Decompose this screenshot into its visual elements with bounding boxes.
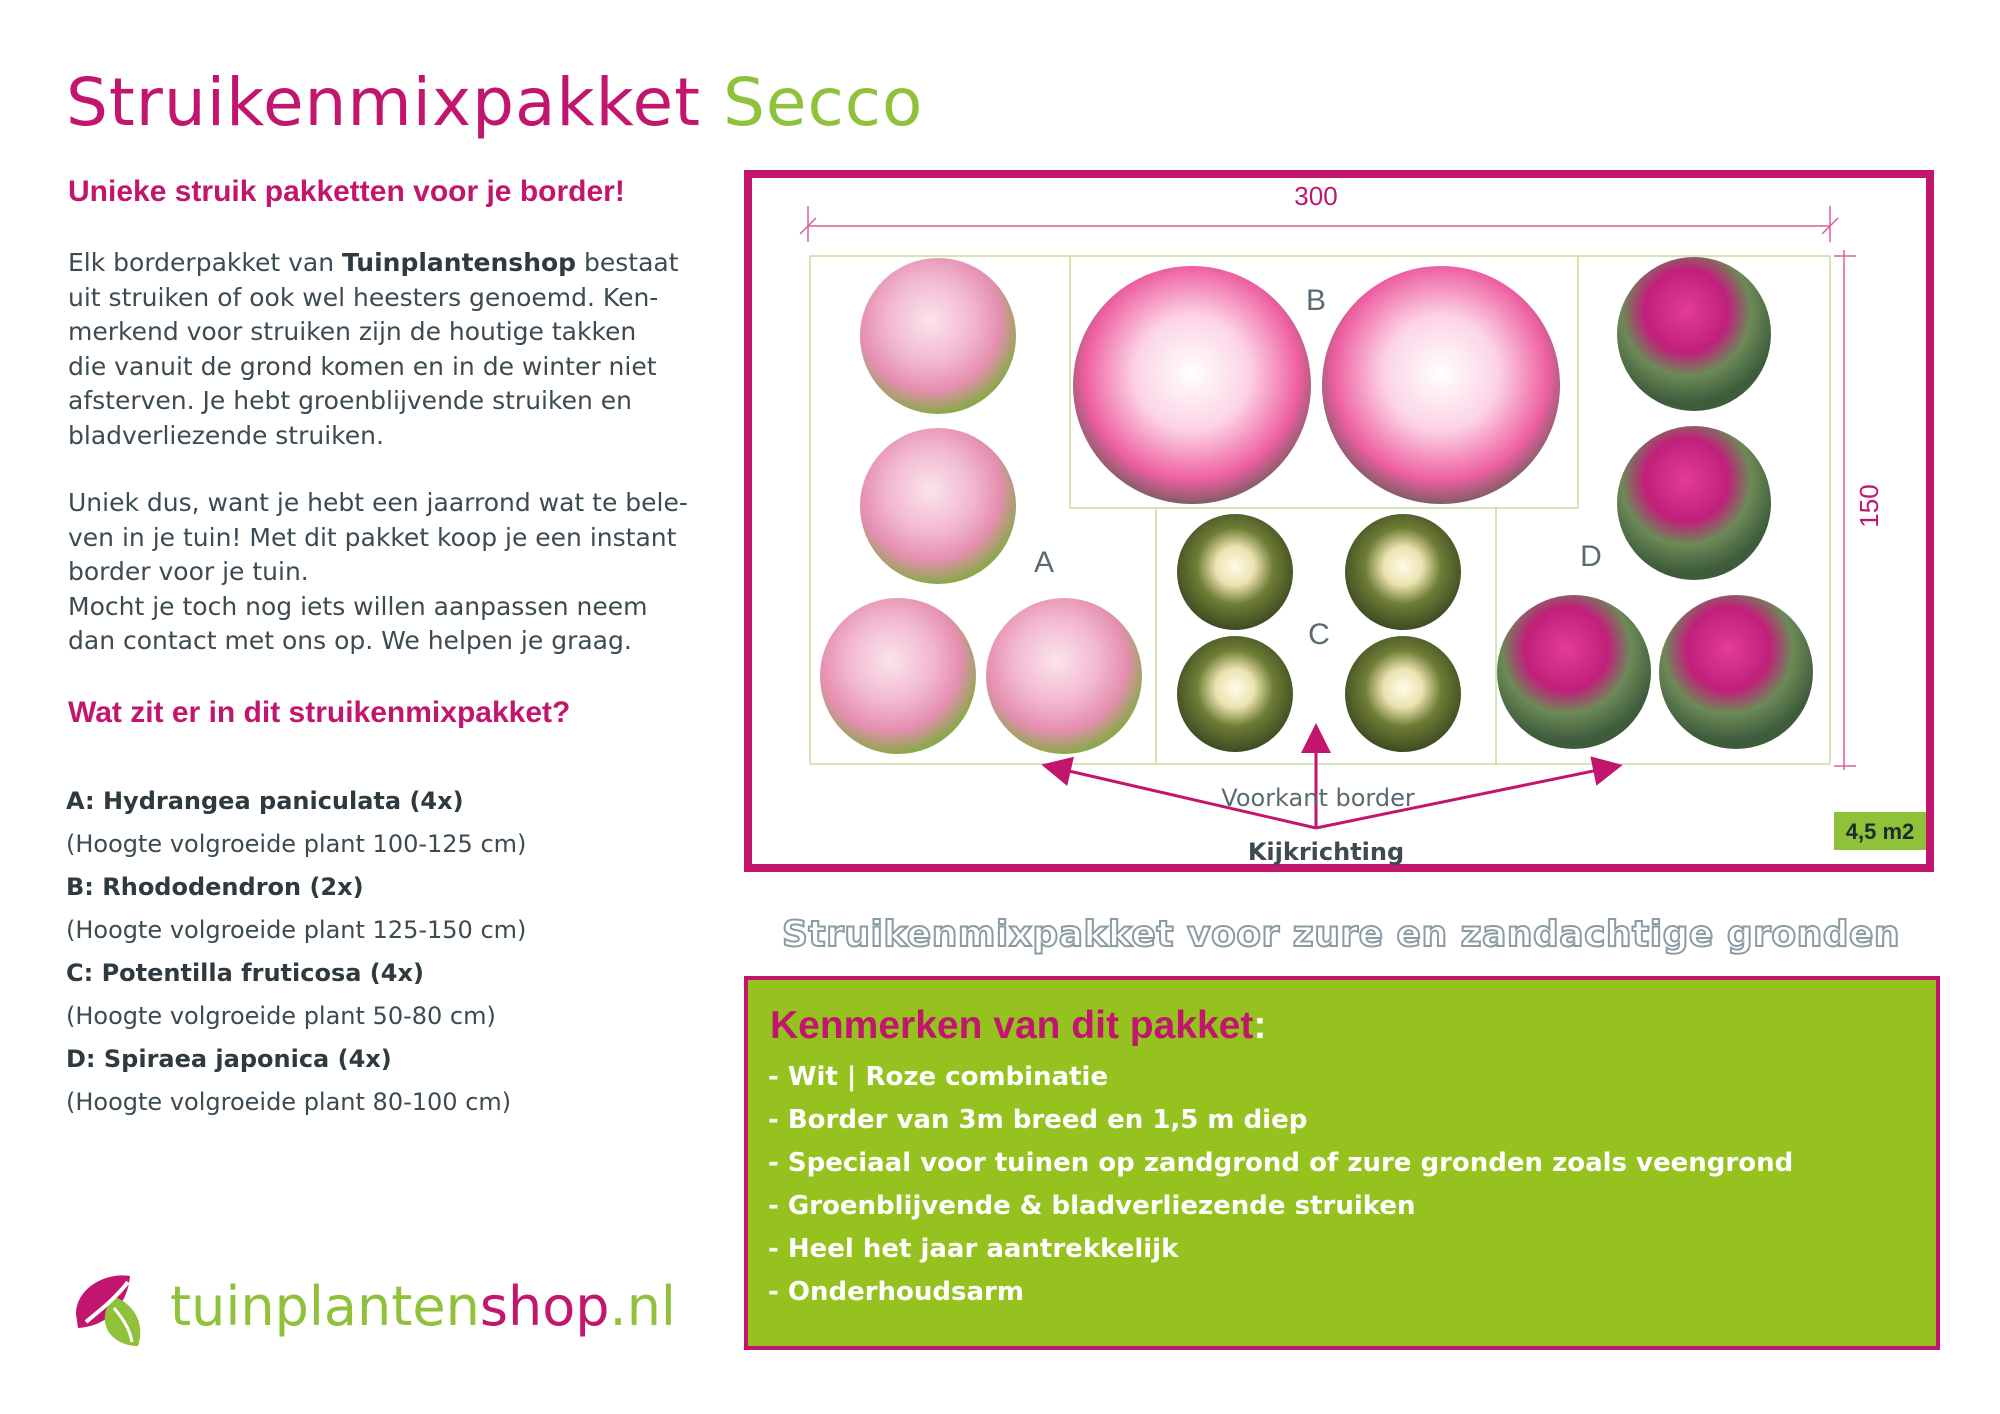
intro-heading: Unieke struik pakketten voor je border! <box>68 175 625 208</box>
zone-label-b: B <box>1305 284 1327 317</box>
zone-label-a: A <box>1033 546 1055 579</box>
plant-d-height: (Hoogte volgroeide plant 80-100 cm) <box>66 1088 512 1116</box>
intro-line: dan contact met ons op. We helpen je graag. <box>68 626 632 655</box>
spiraea-plant <box>1617 257 1771 411</box>
rhododendron-plant <box>1322 266 1560 504</box>
plant-d-name: D: Spiraea japonica (4x) <box>66 1045 392 1073</box>
intro-line: Uniek dus, want je hebt een jaarrond wat te bele- <box>68 488 688 517</box>
depth-dimension <box>1834 250 1856 770</box>
potentilla-plant <box>1345 636 1461 752</box>
view-direction-arrows <box>1056 738 1608 828</box>
features-box <box>744 976 1940 1350</box>
feature-item: - Border van 3m breed en 1,5 m diep <box>768 1105 1308 1135</box>
border-layout-diagram <box>744 170 1940 880</box>
potentilla-plant <box>1345 514 1461 630</box>
page-title <box>66 64 923 141</box>
view-direction-label: Kijkrichting <box>1247 838 1405 866</box>
potentilla-plant <box>1177 636 1293 752</box>
plant-a-name: A: Hydrangea paniculata (4x) <box>66 787 464 815</box>
spiraea-plant <box>1659 595 1813 749</box>
plant-b-name: B: Rhododendron (2x) <box>66 873 364 901</box>
hydrangea-plant <box>860 428 1016 584</box>
title-accent: Secco <box>722 64 924 141</box>
intro-paragraph-2 <box>68 486 688 659</box>
title-main: Struikenmixpakket <box>66 64 701 141</box>
intro-line: ven in je tuin! Met dit pakket koop je een instant <box>68 522 677 552</box>
feature-item: - Wit | Roze combinatie <box>768 1062 1109 1092</box>
logo-wordmark: tuinplantenshop.nl <box>170 1275 676 1338</box>
intro-paragraph-1 <box>68 246 688 453</box>
plant-b-height: (Hoogte volgroeide plant 125-150 cm) <box>66 916 527 944</box>
feature-item: - Heel het jaar aantrekkelijk <box>768 1234 1179 1264</box>
front-label: Voorkant border <box>1221 784 1415 812</box>
leaf-logo-icon <box>66 1266 152 1352</box>
spiraea-plant <box>1617 426 1771 580</box>
rhododendron-plant <box>1073 266 1311 504</box>
feature-item: - Onderhoudsarm <box>768 1277 1024 1307</box>
intro-line: uit struiken of ook wel heesters genoemd. Ken- <box>68 282 659 312</box>
zone-label-d: D <box>1580 540 1602 573</box>
intro-line: afsterven. Je hebt groenblijvende struiken en <box>68 386 632 415</box>
feature-item: - Speciaal voor tuinen op zandgrond of zure gronden zoals veengrond <box>768 1148 1794 1178</box>
feature-item: - Groenblijvende & bladverliezende struiken <box>768 1191 1416 1221</box>
package-subtitle: Struikenmixpakket voor zure en zandachtige gronden <box>781 914 1901 955</box>
intro-line: bladverliezende struiken. <box>68 420 384 450</box>
intro-line: Elk borderpakket van Tuinplantenshop bestaat <box>68 248 679 277</box>
intro-line: die vanuit de grond komen en in de winter niet <box>68 351 657 381</box>
brand-name: Tuinplantenshop <box>342 248 577 277</box>
plant-c-name: C: Potentilla fruticosa (4x) <box>66 959 424 987</box>
zone-label-c: C <box>1308 618 1330 651</box>
width-label: 300 <box>1294 181 1338 211</box>
features-heading: Kenmerken van dit pakket: <box>770 1004 1267 1047</box>
intro-line: Mocht je toch nog iets willen aanpassen neem <box>68 591 648 621</box>
potentilla-plant <box>1177 514 1293 630</box>
spiraea-plant <box>1497 595 1651 749</box>
depth-label: 150 <box>1854 484 1884 528</box>
area-label: 4,5 m2 <box>1845 819 1915 844</box>
hydrangea-plant <box>820 598 976 754</box>
plant-c-height: (Hoogte volgroeide plant 50-80 cm) <box>66 1002 496 1030</box>
plant-list <box>66 780 706 1124</box>
hydrangea-plant <box>860 258 1016 414</box>
intro-line: border voor je tuin. <box>68 557 309 586</box>
contents-heading: Wat zit er in dit struikenmixpakket? <box>68 696 571 729</box>
width-dimension <box>800 206 1838 242</box>
plant-a-height: (Hoogte volgroeide plant 100-125 cm) <box>66 830 527 858</box>
features-list <box>768 1056 1793 1314</box>
hydrangea-plant <box>986 598 1142 754</box>
intro-line: merkend voor struiken zijn de houtige takken <box>68 317 637 346</box>
